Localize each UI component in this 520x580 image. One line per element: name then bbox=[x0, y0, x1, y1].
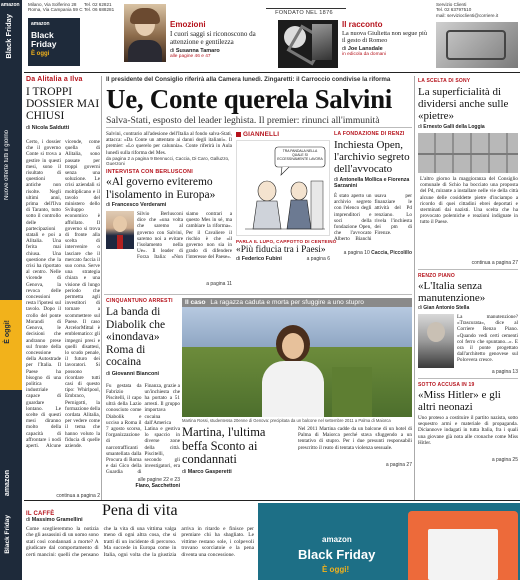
teaser-racconto[interactable] bbox=[342, 20, 428, 57]
info-line: Tel. 06 688281 bbox=[84, 7, 115, 13]
renzi-kicker: LA FONDAZIONE DI RENZI bbox=[334, 131, 405, 137]
renzi-page-text: a pagina 10 bbox=[343, 250, 370, 256]
info-line: Tel. 02 63797510 bbox=[436, 7, 472, 13]
lead-body: Salvini, contrario all'adesione dell'Italia al fondo salva-Stati, attacca: «Da Conte un attentato ai danni degli italiani». Il premier: «Lo querelo per calunnia». Conte riferirà in Aula lunedì sulla riforma del Mes. bbox=[106, 131, 232, 156]
side-ad-brand-bottom: amazon bbox=[4, 470, 11, 497]
right-byline2 bbox=[418, 305, 518, 311]
diabolik-kicker: CINQUANTUNO ARRESTI bbox=[106, 298, 173, 304]
right-rule bbox=[418, 378, 518, 379]
left-column-editorial bbox=[26, 76, 101, 499]
info-line: Roma, Via Campania 59 C bbox=[28, 7, 83, 13]
bottom-amazon-ad[interactable] bbox=[258, 503, 520, 580]
martina-strap-text: La ragazza caduta e morta per sfuggire a uno stupro bbox=[210, 299, 364, 306]
amazon-logo: amazon bbox=[1, 2, 20, 8]
martina-head bbox=[182, 426, 292, 475]
by-prefix: di bbox=[26, 125, 31, 131]
renzo-piano-photo bbox=[418, 314, 454, 368]
renzi-story bbox=[334, 131, 412, 291]
side-ad-offer-bottom: Black Friday bbox=[4, 515, 11, 554]
teaser-emozioni[interactable] bbox=[170, 20, 262, 59]
right-kicker3: SOTTO ACCUSA IN 19 bbox=[418, 382, 475, 388]
by-prefix: di bbox=[236, 256, 241, 262]
ad-cta: È oggi bbox=[31, 51, 50, 57]
diabolik-page: alle pagine 22 e 23 bbox=[137, 476, 180, 483]
diabolik-story bbox=[106, 298, 180, 498]
teaser-page: alle pagine 46 e 47 bbox=[170, 54, 211, 59]
col-divider bbox=[101, 76, 102, 500]
editorial-byline bbox=[26, 125, 100, 131]
caffe-author: Massimo Gramellini bbox=[31, 517, 83, 523]
by-prefix: di bbox=[334, 177, 339, 183]
lead-headline[interactable]: Ue, Conte querela Salvini bbox=[106, 84, 393, 114]
side-ad-cta: È oggi! bbox=[4, 320, 11, 344]
martina-byline bbox=[182, 469, 292, 475]
col-divider bbox=[414, 76, 415, 500]
caffe-column bbox=[26, 503, 254, 580]
berlusconi-photo bbox=[106, 211, 134, 249]
right-author2: Gian Antonio Stella bbox=[423, 305, 470, 311]
martina-row bbox=[182, 426, 412, 475]
interview-byline bbox=[106, 202, 232, 208]
martina-title[interactable]: Martina, l'ultima beffa Sconto ai condannati bbox=[182, 425, 266, 466]
lead-subhead: Salva-Stati, esposto del leader leghista. Il premier: rinunci all'immunità bbox=[106, 115, 380, 126]
side-ad-promo-text: Nuove offerte tutti il giorno bbox=[4, 130, 10, 200]
right-title[interactable]: La superficialità di dividersi anche sulle «pietre» bbox=[418, 86, 509, 122]
diabolik-body: Fu gestata da Fabrizio Piscitelli, il capo ultrà della Lazio conosciuto come Diabolik e ucciso a Roma il 7 agosto scorso, l'organizzazione di narcotrafficanti smantellata dalla Procura di Roma e dai Gico della Guardia di Finanza, grazie a un'inchiesta che ha portato a 51 arresti. Il gruppo importava cocaina dall'America Latina e gestiva lo spaccio in diverse zone della città. Piscitelli, secondo gli investigatori, era bbox=[106, 382, 180, 476]
editorial-title: I TROPPI DOSSIER MAI CHIUSI bbox=[26, 86, 100, 122]
by-prefix: di bbox=[418, 124, 422, 130]
teaser-text: I cuori saggi si riconoscono da attenzione e gentilezza bbox=[170, 30, 256, 46]
martina-text bbox=[298, 426, 412, 475]
ad-offer: Black Friday bbox=[31, 30, 57, 49]
right-page2: a pagina 13 bbox=[491, 369, 518, 375]
right-title3[interactable]: «Miss Hitler» e gli altri neonazi bbox=[418, 389, 501, 413]
cartoon-kicker-text: GIANNELLI bbox=[243, 131, 280, 138]
right-body3: Uno proteso a costituire il partito nazista, sotto sequestro armi e materiale di propaganda. Diciannove indagati in tutta Italia, fra i quali una giovane già nota alle cronache come Miss Hitler. bbox=[418, 415, 518, 446]
cartoon-block bbox=[236, 131, 337, 291]
renzi-byline bbox=[334, 177, 412, 189]
teaser-author: Joe Lansdale bbox=[347, 45, 383, 52]
cartoon-caption-title[interactable]: «Più fiducia tra i Paesi» bbox=[236, 245, 326, 255]
caffe-title[interactable]: Pena di vita bbox=[102, 502, 178, 519]
masthead-left-tel bbox=[84, 2, 124, 13]
right-rule bbox=[418, 269, 518, 270]
amazon-logo: amazon bbox=[322, 535, 352, 544]
masthead-rule bbox=[24, 72, 520, 73]
martina-kicker: Il caso bbox=[185, 299, 206, 306]
teaser-kicker: Emozioni bbox=[170, 20, 206, 29]
by-prefix: di bbox=[170, 48, 175, 54]
bottom-rule bbox=[24, 500, 520, 501]
caffe-header bbox=[26, 503, 254, 523]
martina-story bbox=[182, 298, 412, 498]
right-body2: La manutenzione? «Trascurata», dice al Corriere Renzo Piano. «Quando vedi certi cementi col ferro che spuntano...». E ora il ponte progettato dall'architetto genovese sul Polcevera cresce. bbox=[457, 314, 518, 364]
teaser-page: in edicola da domani bbox=[342, 51, 387, 57]
diabolik-byline bbox=[106, 371, 180, 377]
diabolik-authors2: Fiano, Sacchettoni bbox=[135, 482, 180, 489]
cartoon-drawing bbox=[236, 140, 330, 236]
martina-body: Nel 2011 Martina cadde da un balcone di un hotel di Palma di Maiorca perché stava sfuggendo a un tentativo di stupro. Per i due presunti responsabili prescritto il reato di tentata violenza sessuale. bbox=[298, 426, 412, 451]
right-page3: a pagina 25 bbox=[491, 457, 518, 463]
interview-page: a pagina 11 bbox=[206, 281, 232, 287]
cartoon-bullet-icon bbox=[236, 132, 241, 137]
by-prefix: di bbox=[182, 468, 187, 475]
interview-title[interactable]: «Al governo eviteremo l'isolamento in Europa» bbox=[106, 176, 216, 201]
caffe-byline bbox=[26, 517, 96, 523]
by-prefix: di bbox=[342, 45, 347, 52]
martina-photo bbox=[182, 307, 412, 417]
masthead bbox=[24, 0, 520, 78]
piano-row bbox=[418, 314, 518, 368]
right-byline bbox=[418, 124, 518, 130]
editorial-author: Nicola Saldutti bbox=[31, 125, 70, 131]
interview-author: Francesco Verderami bbox=[111, 202, 167, 208]
caffe-kicker: IL CAFFÈ bbox=[26, 511, 55, 517]
martina-author: Marco Gasperetti bbox=[187, 468, 232, 475]
bottom-ad-cta: È oggi! bbox=[322, 565, 350, 574]
racconto-photo bbox=[278, 20, 338, 68]
caffe-labels bbox=[26, 511, 96, 523]
right-body: L'altro giorno la maggioranza del Consiglio comunale di Schio ha bocciato una proposta del Pd, mirante a installare nelle vie della città alcune delle cosiddette pietre d'inciampo a ricordo di quei cittadini ebrei deportati e sterminati dai nazisti. Una scelta che ha provocato polemiche e reazioni indignate in tutto il Paese. bbox=[420, 176, 518, 226]
row2-rule bbox=[104, 294, 412, 295]
interview-body: Silvio Berlusconi dice che «una volta che saremo al governo con Salvini, saremo noi a evitare l'isolamento nella Ue». Il leader di Forza Italia: «Non siamo contrari a questo Mes in sé, ma cambiare la riforma». Per il Cavaliere il rischio è che «il governo non sia in grado di difendere l'interesse del Paese». bbox=[137, 211, 232, 261]
side-ad-offer-text: Black Friday bbox=[4, 14, 13, 59]
teaser-author: Susanna Tamaro bbox=[175, 48, 220, 54]
lead-kicker: Il presidente del Consiglio riferirà alla Camera lunedì. Zingaretti: il Carroccio condivise la riforma bbox=[106, 76, 391, 83]
renzi-authors: Antonella Mollica e Fiorenza Sarzanini bbox=[334, 177, 410, 189]
diabolik-title[interactable]: La banda di Diabolik che «inondava» Roma di cocaina bbox=[106, 306, 166, 368]
renzi-body: È stato aperto un archivio segreto con l'elenco degli imprenditori e soci della fondazione Open, che l'avvocato Alberto Bianchi usava per finanziare le attività del Pd renziano. Lo rivela l'inchiesta dei pm di Firenze. bbox=[334, 193, 412, 243]
bottom-ad-offer: Black Friday bbox=[298, 547, 376, 562]
diabolik-author: Giovanni Bianconi bbox=[111, 370, 160, 377]
lead-body-block bbox=[106, 131, 232, 291]
editorial-page: continua a pagina 2 bbox=[56, 493, 100, 499]
lead-rule bbox=[106, 127, 412, 128]
cartoon-caption-kicker: PARLA IL LUPO, CAPPOTTO DI CENTEINO bbox=[236, 239, 337, 244]
editorial-body: Certo, i dossier che il governo Conte si trova a gestire in questi mesi, sono il risultato di questioni antiche non risolte. Negli ultimi anni, prima dell'Ilva di Taranto, tutto sotto il controllo delle partecipazioni statali e poi a Alitalia. Una ferita mai chiusa. Una questione che la crisi ha riportato al centro. Nelle vicende di Genova, la revoca delle concessioni resta l'ipotesi sul tavolo. Dopo il crollo del ponte Morandi di Genova, le decisioni che andranno prese sul fronte della concessione della Autostrade per l'Italia. Il Paese ha bisogno di una politica industriale capace di guardare lontano. Le scelte di questi mesi diranno molto della capacità di affrontare i nodi aperti. Alcune vicende, come quella di Alitalia, sono passate per troppi governi senza una soluzione. Le crisi aziendali si moltiplicano e il tavolo del ministero dello Sviluppo economico è affollato. Il governo si trova di fronte alla scelta di intervenire o lasciare che il mercato faccia il suo corso. Serve una strategia chiara e una visione di lungo periodo che permetta agli investitori di tornare a scommettere sul Paese. Il caso ArcelorMittal è emblematico: gli impegni presi e quelli disattesi, lo scudo penale, il futuro dei lavoratori. Si possono ricordare tutti casi di questo tipo: Whirlpool, Embraco, Pernigotti, la formazione della cordata Alitalia, per vedere come il tema che hanno voluto la fiducia di quelle aziende. bbox=[26, 139, 101, 449]
interview-kicker: INTERVISTA CON BERLUSCONI bbox=[106, 169, 193, 175]
right-column bbox=[418, 78, 518, 498]
renzi-extra-author: Caccia, Piccolillo bbox=[371, 250, 412, 256]
by-prefix: di bbox=[418, 305, 422, 311]
cartoon-kicker bbox=[236, 131, 330, 138]
martina-caption: Martina Rossi, studentessa 20enne di Genova: precipitata da un balcone nel settembre 2011 a Palma di Maiorca bbox=[182, 418, 391, 423]
martina-strap bbox=[182, 298, 412, 307]
top-amazon-ad[interactable] bbox=[28, 18, 80, 66]
bottom-ad-box-graphic bbox=[408, 511, 518, 580]
lead-authors: da pagina 2 a pagina 9 Bennucci, Caccia, Di Caro, Galluzzo, Guerzoni bbox=[106, 156, 230, 166]
teaser-text: La nuova Giulietta non segue più il gesto di Romeo bbox=[342, 30, 428, 45]
martina-page: a pagina 27 bbox=[385, 462, 412, 468]
tamaro-photo bbox=[124, 4, 166, 62]
caffe-body: Come sceglieremmo la notizia che gli assassini di un uomo sono stati così condannati a morte? A giudicare dal comportamento di certi mancini: quelli che pensano che la vita di una vittima valga meno di ogni altra cosa, che si tratti di un incidente di percorso. Ma succede in Europa come in Italia, ogni volta che la giustizia arriva in ritardo e finisce per premiare chi ha sbagliato. Le vittime restano sole, i colpevoli trovano scorciatoie e la pena diventa una concessione. bbox=[26, 526, 254, 558]
right-author: Ernesto Galli della Loggia bbox=[423, 124, 485, 130]
side-ad-yellow-band bbox=[0, 300, 22, 390]
right-kicker: LA SCELTA DI SONY bbox=[418, 78, 471, 84]
info-line: Tel. 02 62821 bbox=[84, 2, 112, 7]
lead-story bbox=[106, 76, 412, 126]
by-prefix: di bbox=[106, 370, 111, 377]
amazon-side-ad[interactable] bbox=[0, 0, 22, 580]
cartoon-page: a pagina 6 bbox=[306, 256, 330, 262]
info-line: mail: servizioclienti@corriere.it bbox=[436, 12, 499, 18]
by-prefix: di bbox=[26, 517, 31, 523]
masthead-right-info bbox=[436, 2, 518, 18]
renzi-page bbox=[334, 250, 412, 256]
cartoon-balloon-text: TRA PANDALA NELLA QUALE SI ECCESSIVAMENTE LAVORA bbox=[277, 149, 323, 161]
teaser-kicker: Il racconto bbox=[342, 20, 383, 29]
editorial-kicker: Da Alitalia a Ilva bbox=[26, 76, 83, 83]
stones-photo bbox=[418, 133, 518, 173]
right-page: continua a pagina 27 bbox=[471, 260, 518, 266]
masthead-right-photo bbox=[436, 22, 518, 68]
founded-line: FONDATO NEL 1876 bbox=[275, 10, 333, 16]
right-title2[interactable]: «L'Italia senza manutenzione» bbox=[418, 280, 486, 304]
info-line: Milano, Via Solferino 28 bbox=[28, 2, 77, 7]
right-kicker2: RENZO PIANO bbox=[418, 273, 455, 279]
info-line: Servizio Clienti bbox=[436, 2, 467, 7]
renzi-title[interactable]: Inchiesta Open, l'archivio segreto dell'avvocato bbox=[334, 139, 410, 175]
cartoon-author: Federico Fubini bbox=[241, 256, 282, 262]
amazon-logo: amazon bbox=[31, 21, 50, 27]
by-prefix: di bbox=[106, 202, 111, 208]
